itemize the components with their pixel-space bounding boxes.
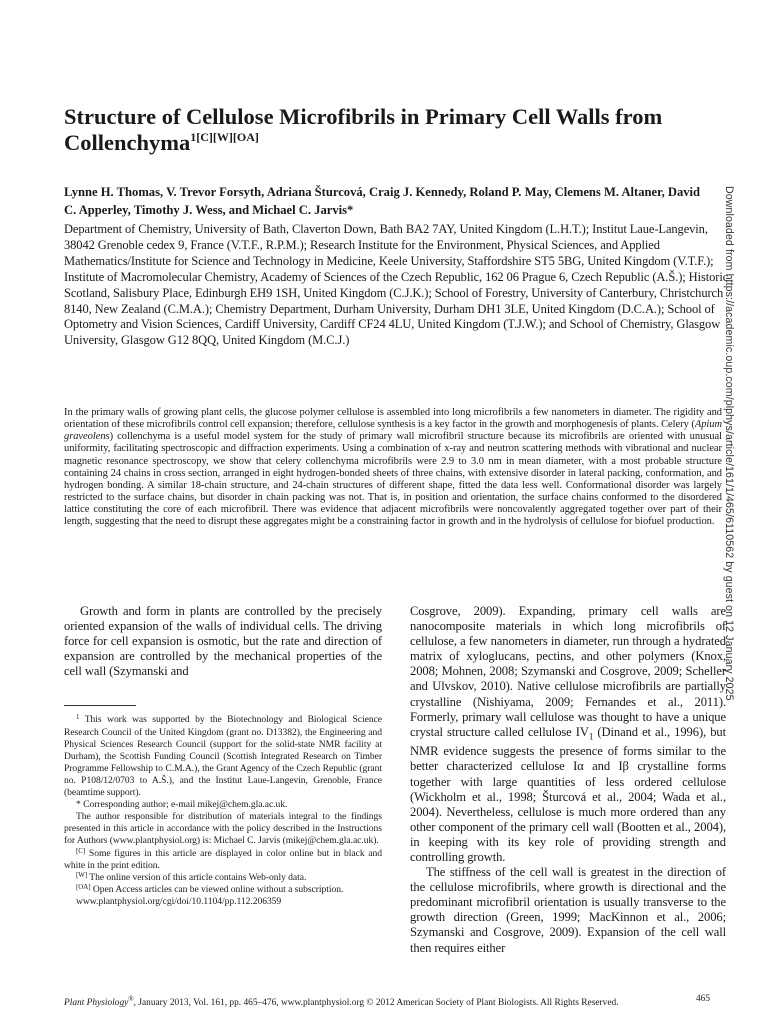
footnote-responsible: The author responsible for distribution of materials integral to the findings presented in this article in accordance with the policy described in the Instructions for Authors (www.plantphysiol.org) is: Michael C. Jarvis (mikej@chem.gla.ac.uk).	[64, 811, 382, 847]
title-text: Structure of Cellulose Microfibrils in Primary Cell Walls from Collenchyma	[64, 104, 663, 155]
abstract	[64, 407, 722, 529]
footnote-mark-1: 1	[76, 713, 80, 722]
footnote-open-access-text: Open Access articles can be viewed online without a subscription.	[90, 883, 344, 895]
footnote-web	[64, 872, 382, 884]
abstract-part-2: ) collenchyma is a useful model system for the study of primary wall microfibril structure because its microfibrils are oriented with unusual uniformity, facilitating spectroscopic and diffraction experiments. Using a combination of x-ray and neutron scattering methods with vibrational and nuclear magnetic resonance spectroscopy, we show that celery collenchyma microfibrils were 2.9 to 3.0 nm in mean diameter, with a most probable structure containing 24 chains in cross section, arranged in eight hydrogen-bonded sheets of three chains, with extensive disorder in lateral packing, conformation, and hydrogen bonding. A similar 18-chain structure, and 24-chain structures of different shape, fitted the data less well. Conformational disorder was largely restricted to the surface chains, but disorder in chain packing was not. That is, in position and orientation, the surface chains conformed to the disordered lattice constituting the core of each microfibril. There was evidence that adjacent microfibrils were noncovalently aggregated together over part of their length, suggesting that the need to disrupt these aggregates might be a constraining factor in growth and in the hydrolysis of cellulose for biofuel production.	[64, 431, 722, 528]
footnote-rule	[64, 705, 136, 706]
cellulose-subscript: 1	[588, 731, 594, 742]
body-paragraph-intro: Growth and form in plants are controlled by the precisely oriented expansion of the walls of individual cells. The driving force for cell expansion is osmotic, but the rate and direction of expansion are controlled by the mechanical properties of the cell wall (Szymanski and	[64, 604, 382, 679]
author-list: Lynne H. Thomas, V. Trevor Forsyth, Adriana Šturcová, Craig J. Kennedy, Roland P. May, Clemens M. Altaner, David C. Apperley, Timothy J. Wess, and Michael C. Jarvis*	[64, 185, 701, 217]
footnote-mark-w: [W]	[76, 870, 88, 879]
journal-name: Plant Physiology	[64, 998, 129, 1009]
footer-citation: , January 2013, Vol. 161, pp. 465–476, www.plantphysiol.org © 2012 American Society of Plant Biologists. All Rights Reserved.	[133, 998, 619, 1009]
body-paragraph-cont-b: (Dinand et al., 1996), but NMR evidence suggests the presence of forms similar to the better characterized cellulose Iα and Iβ crystalline forms together with large quantities of less ordered cellulose (Wickholm et al., 1998; Šturcová et al., 2004; Wada et al., 2004). Nevertheless, cellulose is much more ordered than any other component of the primary cell wall (Bootten et al., 2004), in keeping with its key role of providing strength and controlling growth.	[410, 724, 726, 865]
article-title	[64, 104, 714, 156]
footnote-color	[64, 848, 382, 872]
body-paragraph-cont	[410, 604, 726, 865]
footnote-open-access	[64, 884, 382, 896]
download-watermark: Downloaded from https://academic.oup.com/plphys/article/161/1/465/6110562 by guest on 12 January 2025	[723, 186, 735, 701]
abstract-species-name: Apium graveolens	[64, 419, 722, 443]
title-footnote-marks: 1[C][W][OA]	[190, 130, 259, 144]
footnote-funding	[64, 714, 382, 799]
footnote-corresponding: * Corresponding author; e-mail mikej@chem.gla.ac.uk.	[76, 799, 288, 811]
right-column	[410, 604, 726, 956]
page-number: 465	[695, 994, 710, 1004]
registered-mark: ®	[128, 995, 134, 1003]
affiliations: Department of Chemistry, University of Bath, Claverton Down, Bath BA2 7AY, United Kingdom (L.H.T.); Institut Laue-Langevin, 38042 Grenoble cedex 9, France (V.T.F., R.P.M.); Research Institute for the Environment, Physical Sciences, and Applied Mathematics/Institute for Science and Technology in Medicine, Keele University, Staffordshire ST5 5BG, United Kingdom (V.T.F.); Institute of Macromolecular Chemistry, Academy of Sciences of the Czech Republic, 162 06 Prague 6, Czech Republic (A.Š.); Historic Scotland, Salisbury Place, Edinburgh EH9 1SH, United Kingdom (C.J.K.); School of Forestry, University of Canterbury, Christchurch 8140, New Zealand (C.M.A.); Chemistry Department, Durham University, Durham DH1 3LE, United Kingdom (D.C.A.); School of Optometry and Vision Sciences, Cardiff University, Cardiff CF24 4LU, United Kingdom (T.J.W.); and School of Chemistry, Glasgow University, Glasgow G12 8QQ, United Kingdom (M.C.J.)	[64, 222, 729, 348]
abstract-part-1: In the primary walls of growing plant cells, the glucose polymer cellulose is assembled into long microfibrils a few nanometers in diameter. The rigidity and orientation of these microfibrils control cell expansion; therefore, cellulose synthesis is a key factor in the growth and morphogenesis of plants. Celery (	[64, 407, 722, 431]
doi-link[interactable]: www.plantphysiol.org/cgi/doi/10.1104/pp.112.206359	[76, 895, 282, 907]
page-footer	[64, 993, 710, 1009]
footnote-color-text: Some figures in this article are displayed in color online but in black and white in the print edition.	[64, 847, 382, 871]
footnote-funding-text: This work was supported by the Biotechnology and Biological Science Research Council of the United Kingdom (grant no. D13382), the Engineering and Physical Sciences Research Council (support for the solid-state NMR facility at Durham), the Scottish Funding Council (Scottish Integrated Research on Timber Programme Fellowship to C.M.A.), the Grant Agency of the Czech Republic (grant no. P108/12/0703 to A.Š.), and the Institut Laue-Langevin, Grenoble, France (beamtime support).	[64, 714, 382, 799]
footnote-mark-c: [C]	[76, 846, 86, 855]
left-column	[64, 604, 382, 908]
footnote-web-text: The online version of this article contains Web-only data.	[87, 871, 307, 883]
body-paragraph-cont-a: Cosgrove, 2009). Expanding, primary cell walls are nanocomposite materials in which long microfibrils of cellulose, a few nanometers in diameter, run through a hydrated matrix of xyloglucans, pectins, and other polymers (Knox, 2008; Mohnen, 2008; Szymanski and Cosgrove, 2009; Scheller and Ulvskov, 2010). Native cellulose microfibrils are partially crystalline (Nishiyama, 2009; Fernandes et al., 2011). Formerly, primary wall cellulose was thought to have a unique crystal structure called cellulose IV	[410, 604, 726, 739]
footnote-mark-oa: [OA]	[76, 882, 91, 891]
body-paragraph-stiffness: The stiffness of the cell wall is greatest in the direction of the cellulose microfibrils, where growth is directional and the predominant microfibril orientation is usually transverse to the growth direction (Green, 1999; MacKinnon et al., 2006; Szymanski and Cosgrove, 2009). Expansion of the cell wall then requires either	[410, 865, 726, 955]
